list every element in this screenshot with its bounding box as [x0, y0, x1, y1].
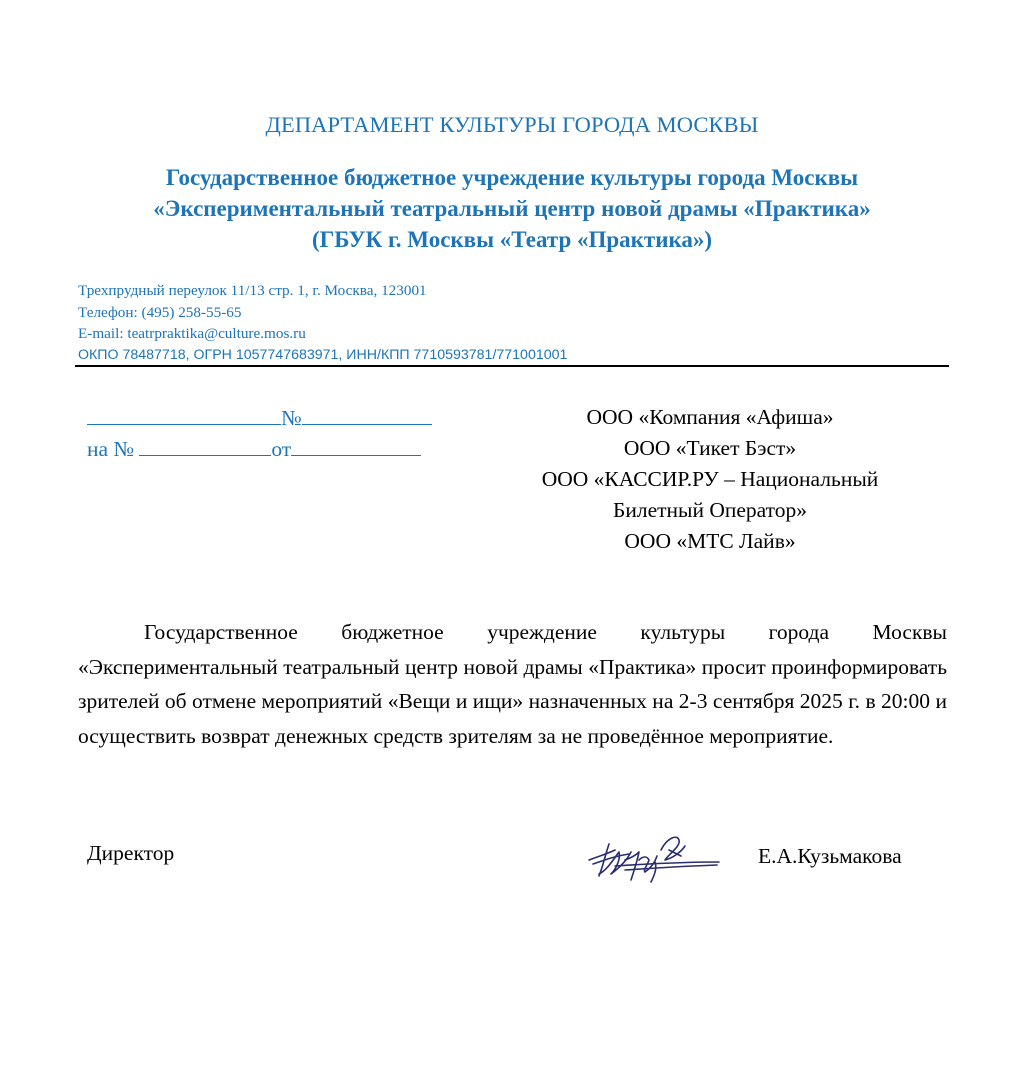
reference-number-blank	[139, 433, 271, 456]
org-line-2: «Экспериментальный театральный центр новой драмы «Практика»	[153, 196, 871, 221]
number-blank	[302, 402, 432, 425]
organization-name	[0, 162, 1018, 255]
outgoing-number-row	[87, 402, 432, 433]
signer-position: Директор	[87, 841, 175, 865]
signer-name: Е.А.Кузьмакова	[758, 844, 902, 868]
handwritten-signature-icon	[585, 830, 725, 890]
from-label: от	[271, 437, 292, 461]
org-line-1: Государственное бюджетное учреждение культуры города Москвы	[165, 165, 859, 190]
registry-codes-line: ОКПО 78487718, ОГРН 1057747683971, ИНН/КПП 7710593781/771001001	[78, 346, 568, 363]
recipient-line: ООО «Компания «Афиша»	[586, 405, 834, 429]
recipient-line: ООО «КАССИР.РУ – Национальный	[541, 467, 879, 491]
recipient-line: Билетный Оператор»	[612, 498, 808, 522]
body-paragraph: Государственное бюджетное учреждение культуры города Москвы «Экспериментальный театральный центр новой драмы «Практика» просит проинформировать зрителей об отмене мероприятий «Вещи и ищи» назначенных на 2-3 сентября 2025 г. в 20:00 и осуществить возврат денежных средств зрителям за не проведённое мероприятие.	[78, 620, 947, 748]
reference-date-blank	[291, 433, 421, 456]
letter-body	[78, 615, 947, 753]
registration-block	[87, 402, 432, 464]
date-blank	[87, 402, 281, 425]
letterhead-divider	[75, 365, 949, 367]
reference-row	[87, 433, 432, 464]
address-line: Трехпрудный переулок 11/13 стр. 1, г. Москва, 123001	[78, 282, 427, 299]
org-line-3: (ГБУК г. Москвы «Театр «Практика»)	[311, 227, 713, 252]
recipients-block	[475, 402, 945, 557]
contact-block	[78, 280, 567, 366]
recipient-line: ООО «Тикет Бэст»	[623, 436, 797, 460]
recipient-line: ООО «МТС Лайв»	[624, 529, 796, 553]
signature-row	[0, 830, 1018, 900]
number-sign: №	[281, 406, 302, 430]
department-title: ДЕПАРТАМЕНТ КУЛЬТУРЫ ГОРОДА МОСКВЫ	[265, 112, 759, 137]
email-line: E-mail: teatrpraktika@culture.mos.ru	[78, 325, 306, 342]
reference-prefix: на №	[87, 437, 134, 461]
phone-line: Телефон: (495) 258-55-65	[78, 303, 242, 321]
